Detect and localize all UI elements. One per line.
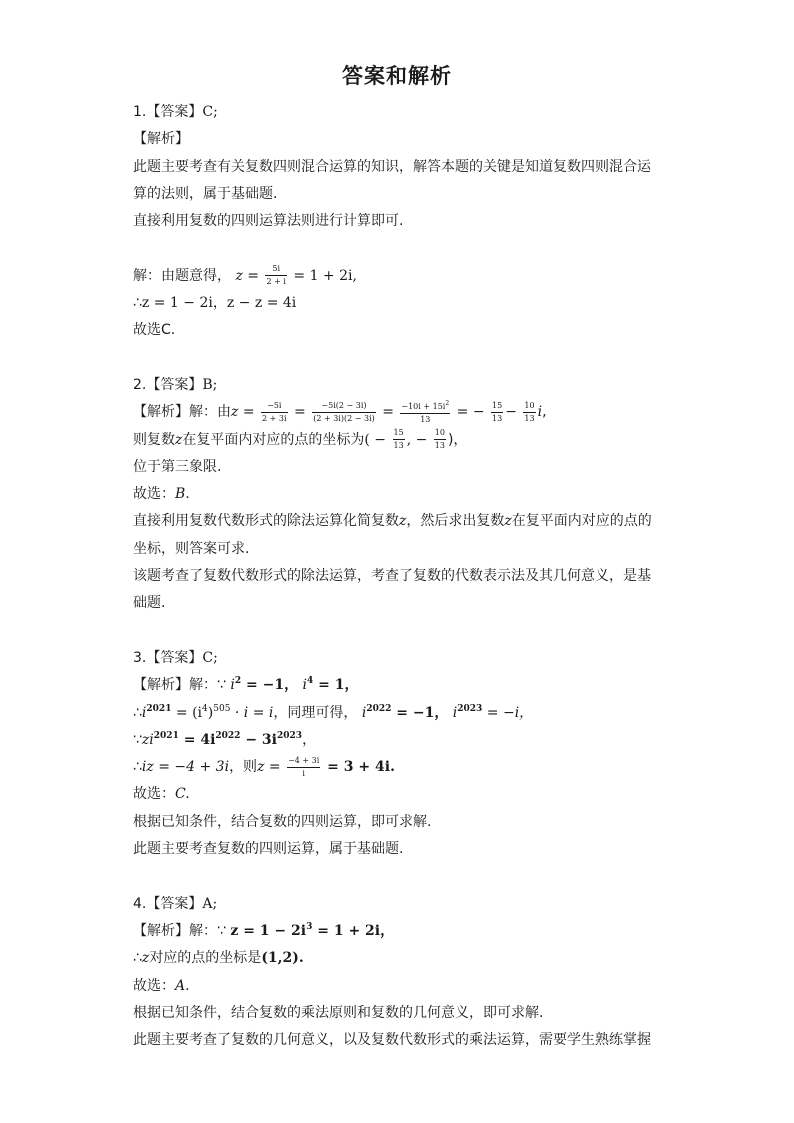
q3-analysis-line: $\therefore i^{2021} = (i^4)^{505} \cdot i = i$，同理可得， $i^{2022} = -1$， $i^{2023} = -i$， [133,703,534,721]
q2-choose-line: 故选：B. [133,486,190,503]
q1-analysis-label: 【解析】 [133,131,189,148]
q2-analysis-line: 该题考查了复数代数形式的除法运算，考查了复数的代数表示法及其几何意义，是基 [133,568,651,585]
q1-paragraph: 算的法则，属于基础题. [133,185,278,202]
q4-answer-line: 4.【答案】A; [133,895,218,912]
q2-analysis-line: 【解析】解：由z = $\frac{-5i}{2 + 3i}$ = $\frac{-5i(2 - 3i)}{(2 + 3i)(2 - 3i)}$ = $\frac{-10i + 15i^2}{13}$ = − $\frac{15}{13}$ − $\frac{10}{13}$ i, [133,400,547,425]
fraction: $\frac{15}{13}$ [492,400,503,423]
answer-content [133,99,663,1054]
fraction: $\frac{-4 + 3i}{i}$ [288,755,320,778]
page-title: 答案和解析 [342,64,452,88]
q3-analysis-line: 根据已知条件，结合复数的四则运算，即可求解. [133,813,432,830]
q2-analysis-line: 位于第三象限. [133,458,222,475]
q4-analysis-line: 根据已知条件，结合复数的乘法原则和复数的几何意义，即可求解. [133,1004,544,1021]
q4-analysis-line: 【解析】解：∵ $z = 1 - 2i^3 = 1 + 2i$， [133,921,395,939]
q3-answer-line: 3.【答案】C; [133,649,218,666]
fraction: $\frac{-5i(2 - 3i)}{(2 + 3i)(2 - 3i)}$ [313,400,375,423]
q1-answer-line: 1.【答案】C; [133,104,218,120]
q3-analysis-line: ∴iz = −4 + 3i，则z = $\frac{-4 + 3i}{i}$ = 3 + 4i. [133,755,395,778]
q4-choose-line: 故选：A. [133,977,190,994]
fraction: $\frac{5i}{2 + i}$ [266,264,286,287]
q3-analysis-line: $\because zi^{2021} = 4i^{2022} - 3i^{2023}$， [133,730,317,748]
q3-analysis-line: 【解析】解：∵ $i^2 = -1$， $i^4 = 1$， [133,676,359,694]
q2-answer-line: 2.【答案】B; [133,376,218,393]
fraction: $\frac{15}{13}$ [393,428,404,451]
q2-analysis-line: 直接利用复数代数形式的除法运算化简复数z，然后求出复数z在复平面内对应的点的 [133,513,652,530]
q2-analysis-line: 础题. [133,595,166,612]
q2-analysis-line: 坐标，则答案可求. [133,540,250,557]
q2-analysis-line: 则复数z在复平面内对应的点的坐标为( − $\frac{15}{13}$ , − $\frac{10}{13}$ )， [133,428,468,451]
q1-paragraph: 此题主要考查有关复数四则混合运算的知识，解答本题的关键是知道复数四则混合运 [133,158,651,175]
fraction: $\frac{-10i + 15i^2}{13}$ [401,400,450,425]
q4-analysis-line: ∴z对应的点的坐标是(1,2). [133,950,304,967]
q3-choose-line: 故选：C. [133,786,190,803]
fraction: $\frac{10}{13}$ [524,400,535,423]
q1-choose-line: 故选C. [133,322,176,339]
fraction: $\frac{10}{13}$ [434,428,445,451]
fraction: $\frac{-5i}{2 + 3i}$ [262,400,287,423]
q1-solution-line: 解：由题意得， z = $\frac{5i}{2 + i}$ = 1 + 2i, [133,264,357,287]
q1-solution-line: ∴z = 1 − 2i，z − z = 4i [133,295,297,312]
q4-analysis-line: 此题主要考查了复数的几何意义，以及复数代数形式的乘法运算，需要学生熟练掌握 [133,1032,651,1049]
q3-analysis-line: 此题主要考查复数的四则运算，属于基础题. [133,841,404,858]
q1-paragraph: 直接利用复数的四则运算法则进行计算即可. [133,213,404,230]
